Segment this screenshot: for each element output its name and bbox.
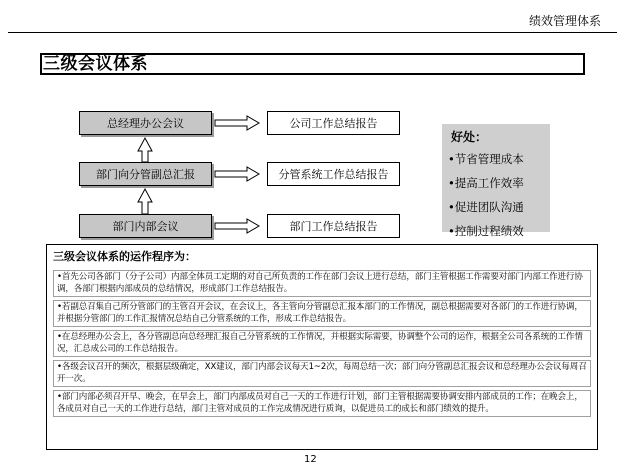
procedure-item: •部门内部必须召开早、晚会，在早会上，部门内部成员对自己一天的工作进行计划，部门主管根据需要协调安排内部成员的工作；在晚会上，各成员对自己一天的工作进行总结，部门主管对成员的工作完成情况进行质询，以促进员工的成长和部门绩效的提升。 — [53, 390, 591, 417]
benefit-item: •促进团队沟通 — [448, 200, 524, 214]
benefit-item: •控制过程绩效 — [448, 224, 524, 238]
procedure-item: •在总经理办公会上，各分管副总向总经理汇报自己分管系统的工作情况，并根据实际需要，协调整个公司的运作，根据全公司各系统的工作情况，汇总成公司的工作总结报告。 — [53, 330, 591, 357]
up-arrow-icon — [138, 189, 152, 214]
right-arrow-icon — [215, 167, 259, 181]
right-arrow-icon — [215, 219, 259, 233]
page-title: 三级会议体系 — [43, 54, 148, 74]
header-title: 绩效管理体系 — [528, 14, 601, 28]
benefits-panel — [442, 124, 550, 238]
meeting-box-level3: 部门内部会议 — [79, 214, 212, 238]
up-arrow-icon — [138, 138, 152, 162]
meeting-box-level1: 总经理办公会议 — [79, 111, 212, 135]
benefit-item: •提高工作效率 — [448, 176, 524, 190]
report-box-level3: 部门工作总结报告 — [267, 214, 400, 238]
report-box-level1: 公司工作总结报告 — [267, 111, 400, 135]
benefits-title: 好处： — [451, 130, 488, 144]
meeting-box-level2: 部门向分管副总汇报 — [79, 162, 212, 186]
report-box-level2: 分管系统工作总结报告 — [267, 162, 400, 186]
procedure-item: •各级会议召开的频次，根据层级确定，XX建议，部门内部会议每天1~2次，每周总结一次；部门向分管副总汇报会议和总经理办公会议每周召开一次。 — [53, 360, 591, 387]
procedure-item: •首先公司各部门（分子公司）内部全体员工定期的对自己所负责的工作在部门会议上进行总结，部门主管根据工作需要对部门内部工作进行协调，各部门根据内部成员的总结情况，形成部门工作总结报告。 — [53, 270, 591, 297]
right-arrow-icon — [215, 116, 259, 130]
procedure-box — [46, 244, 598, 450]
page-number: 12 — [304, 454, 317, 465]
procedure-item: •若副总召集自己所分管部门的主管召开会议，在会议上，各主管向分管副总汇报本部门的工作情况，副总根据需要对各部门的工作进行协调，并根据分管部门的工作汇报情况总结自己分管系统的工作，形成工作总结报告。 — [53, 300, 591, 327]
benefit-item: •节省管理成本 — [448, 152, 524, 166]
procedure-title: 三级会议体系的运作程序为： — [53, 250, 196, 263]
